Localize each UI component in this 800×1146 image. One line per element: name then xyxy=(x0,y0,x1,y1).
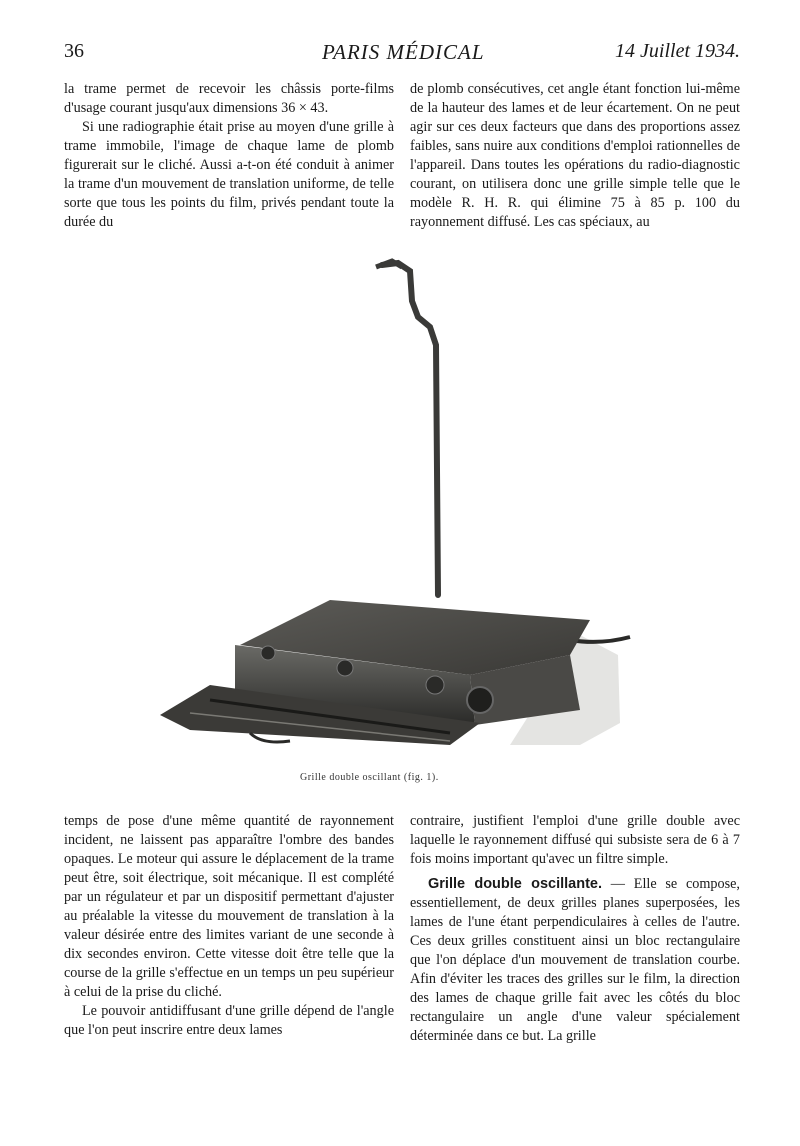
paragraph-text: — Elle se compose, essentiellement, de deux grilles planes superposées, les lames de l'une étant perpendiculaires à celles de l'autre. Ces deux grilles constituent ainsi un bloc rectangulaire que l'on déplace d'un mouvement de translation courbe. Afin d'éviter les traces des grilles sur le film, la direction des lames de chaque grille fait avec les côtés du bloc rectangulaire un angle d'une valeur spécialement déterminée dans ce but. La grille xyxy=(410,876,740,1044)
column-top-right xyxy=(410,80,740,232)
paragraph-with-subhead xyxy=(410,875,740,1046)
figure-caption: Grille double oscillant (fig. 1). xyxy=(300,772,439,783)
column-top-left xyxy=(64,80,394,232)
column-bottom-right xyxy=(410,812,740,1046)
knob xyxy=(261,646,275,660)
paragraph: la trame permet de recevoir les châssis porte-films d'usage courant jusqu'aux dimensions 36 × 43. xyxy=(64,81,394,116)
column-bottom-left xyxy=(64,812,394,1040)
issue-date: 14 Juillet 1934. xyxy=(615,40,740,62)
running-header xyxy=(64,38,740,78)
knob xyxy=(337,660,353,676)
motor-knob xyxy=(467,687,493,713)
knob xyxy=(426,676,444,694)
paragraph: de plomb consécutives, cet angle étant fonction lui-même de la hauteur des lames et de leur écartement. On ne peut agir sur ces deux facteurs que dans des proportions assez faibles, sans nuire aux conditions d'emploi rationnelles de l'appareil. Dans toutes les opérations du radio-diagnostic courant, on utilisera donc une grille simple telle que le modèle R. H. R. qui élimine 75 à 85 p. 100 du rayonnement diffusé. Les cas spéciaux, au xyxy=(410,81,740,230)
grid-device-photo xyxy=(150,255,670,755)
paragraph: Si une radiographie était prise au moyen d'une grille à trame immobile, l'image de chaque lame de plomb figurerait sur le cliché. Aussi a-t-on été conduit à animer la trame d'un mouvement de translation uniforme, de telle sorte que tous les points du film, privés pendant toute la durée du xyxy=(64,119,394,230)
page-number: 36 xyxy=(64,40,84,62)
stand-rod xyxy=(382,263,438,595)
journal-title: PARIS MÉDICAL xyxy=(322,40,485,64)
paragraph: contraire, justifient l'emploi d'une grille double avec laquelle le rayonnement diffusé qui subsiste sera de 6 à 7 fois moins important qu'avec un filtre simple. xyxy=(410,813,740,867)
paragraph: temps de pose d'une même quantité de rayonnement incident, ne laissent pas apparaître l'ombre des bandes opaques. Le moteur qui assure le déplacement de la trame peut être, soit électrique, soit mécanique. Il est complété par un régulateur et par un dispositif permettant d'ajuster au préalable la vitesse du mouvement de translation à la valeur désirée entre des limites variant de une seconde à dix secondes environ. Cette vitesse doit être telle que la course de la grille s'effectue en un temps un peu supérieur à celui de la prise du cliché. xyxy=(64,813,394,1000)
paragraph: Le pouvoir antidiffusant d'une grille dépend de l'angle que l'on peut inscrire entre deux lames xyxy=(64,1003,394,1038)
section-subhead: Grille double oscillante. xyxy=(428,876,603,892)
